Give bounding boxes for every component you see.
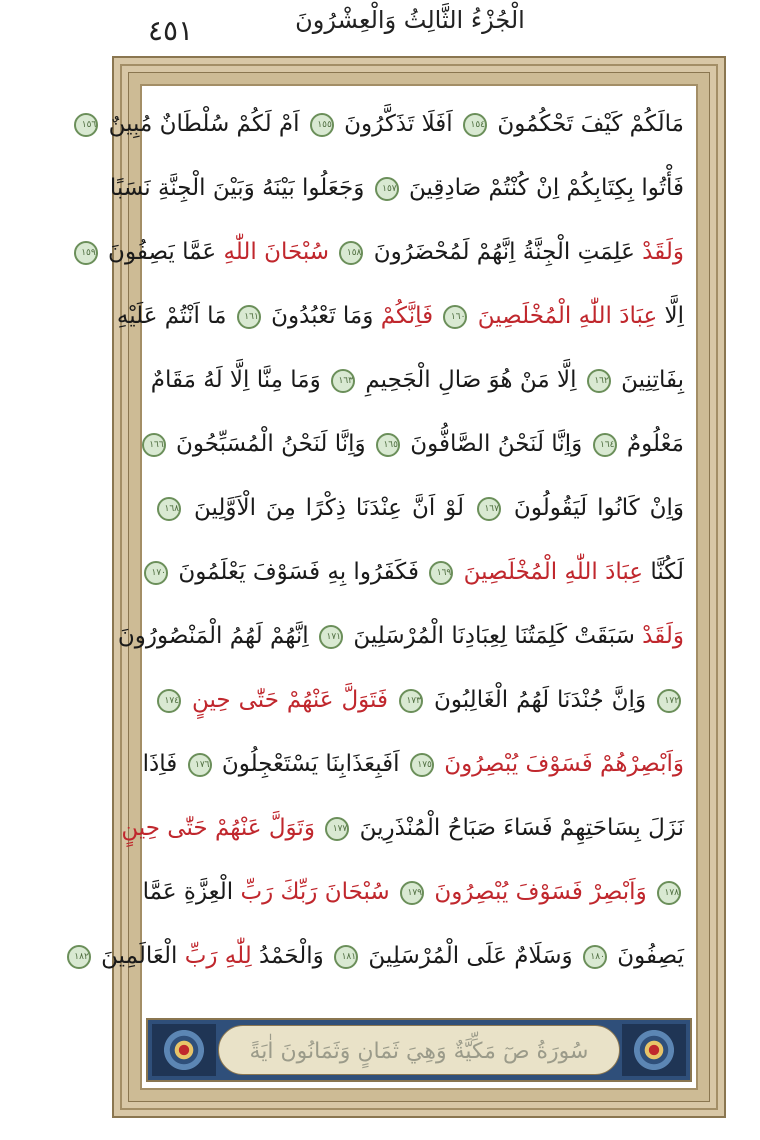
ayah-number-marker: ١٥٥ — [310, 113, 334, 137]
verse-line — [154, 670, 684, 730]
highlighted-text: وَلَقَدْ — [642, 623, 684, 649]
verse-text: اِلَّا مَنْ هُوَ صَالِ الْجَحِيمِ — [365, 367, 577, 393]
ayah-number-marker: ١٥٧ — [375, 177, 399, 201]
ayah-number-marker: ١٧٨ — [657, 881, 681, 905]
ayah-number-marker: ١٨٠ — [583, 945, 607, 969]
verse-text: بِفَاتِنِينَ — [621, 367, 684, 393]
verse-line — [142, 734, 684, 794]
verse-line — [109, 158, 684, 218]
ayah-number-marker: ١٥٨ — [339, 241, 363, 265]
verse-text: اِنَّهُمْ لَهُمُ الْمَنْصُورُونَ — [117, 623, 309, 649]
highlighted-text: سُبْحَانَ رَبِّكَ رَبِّ — [240, 879, 390, 905]
verse-text: وَاِنْ كَانُوا لَيَقُولُونَ — [513, 495, 685, 521]
verse-text: فَأْتُوا بِكِتَابِكُمْ اِنْ كُنْتُمْ صَادِقِينَ — [408, 175, 684, 201]
verse-text: عَمَّا يَصِفُونَ — [108, 239, 217, 265]
ayah-number-marker: ١٧١ — [319, 625, 343, 649]
quran-text-panel — [74, 94, 692, 1006]
surah-banner-plate — [218, 1025, 620, 1075]
ayah-number-marker: ١٧٠ — [144, 561, 168, 585]
verse-text: مَالَكُمْ كَيْفَ تَحْكُمُونَ — [497, 111, 684, 137]
verse-line — [116, 286, 684, 346]
ornament-right-icon — [622, 1024, 686, 1076]
verse-line — [74, 926, 684, 986]
verse-text: وَمَا تَعْبُدُونَ — [271, 303, 374, 329]
ayah-number-marker: ١٥٦ — [74, 113, 98, 137]
highlighted-text: فَاِنَّكُمْ — [380, 303, 434, 329]
ornament-left-icon — [152, 1024, 216, 1076]
ayah-number-marker: ١٧٦ — [188, 753, 212, 777]
ayah-number-marker: ١٨١ — [334, 945, 358, 969]
verse-line — [117, 606, 684, 666]
verse-line — [121, 798, 684, 858]
verse-line — [149, 414, 684, 474]
verse-line — [81, 94, 684, 154]
ayah-number-marker: ١٥٤ — [463, 113, 487, 137]
ayah-number-marker: ١٦٤ — [593, 433, 617, 457]
ayah-number-marker: ١٦٨ — [157, 497, 181, 521]
verse-text: اَفَلَا تَذَكَّرُونَ — [344, 111, 453, 137]
ayah-number-marker: ١٦٩ — [429, 561, 453, 585]
ayah-number-marker: ١٦٣ — [331, 369, 355, 393]
highlighted-text: وَتَوَلَّ عَنْهُمْ حَتّٰى حِينٍ — [121, 815, 315, 841]
verse-text: يَصِفُونَ — [617, 943, 684, 969]
verse-text: وَاِنَّا لَنَحْنُ الْمُسَبِّحُونَ — [176, 431, 366, 457]
verse-text: سَبَقَتْ كَلِمَتُنَا لِعِبَادِنَا الْمُرْسَلِينَ — [353, 623, 635, 649]
ayah-number-marker: ١٧٥ — [410, 753, 434, 777]
verse-text: الْعَالَمِينَ — [101, 943, 178, 969]
ayah-number-marker: ١٦٧ — [477, 497, 501, 521]
ayah-number-marker: ١٧٢ — [657, 689, 681, 713]
verse-text: فَكَفَرُوا بِهِ فَسَوْفَ يَعْلَمُونَ — [178, 559, 419, 585]
ayah-number-marker: ١٦٦ — [142, 433, 166, 457]
surah-title: سُورَةُ صٓ مَكِّيَّةٌ وَهِيَ ثَمَانٍ وَثَمَانُونَ اٰيَةً — [249, 1039, 589, 1064]
verse-text: وَالْحَمْدُ — [259, 943, 324, 969]
ayah-number-marker: ١٧٤ — [157, 689, 181, 713]
ayah-number-marker: ١٦٢ — [587, 369, 611, 393]
verse-text: وَاِنَّا لَنَحْنُ الصَّافُّونَ — [410, 431, 583, 457]
highlighted-text: وَاَبْصِرْ فَسَوْفَ يُبْصِرُونَ — [434, 879, 647, 905]
verse-text: نَزَلَ بِسَاحَتِهِمْ فَسَاءَ صَبَاحُ الْمُنْذَرِينَ — [359, 815, 684, 841]
verse-text: وَسَلَامٌ عَلَى الْمُرْسَلِينَ — [368, 943, 573, 969]
verse-line — [81, 222, 684, 282]
ayah-number-marker: ١٧٧ — [325, 817, 349, 841]
highlighted-text: وَلَقَدْ — [642, 239, 684, 265]
ayah-number-marker: ١٦١ — [237, 305, 261, 329]
page-header — [0, 0, 760, 52]
verse-text: وَمَا مِنَّا اِلَّا لَهُ مَقَامٌ — [150, 367, 321, 393]
verse-text: مَا اَنْتُمْ عَلَيْهِ — [116, 303, 227, 329]
highlighted-text: عِبَادَ اللّٰهِ الْمُخْلَصِينَ — [463, 559, 644, 585]
ayah-number-marker: ١٥٩ — [74, 241, 98, 265]
verse-text: لَوْ اَنَّ عِنْدَنَا ذِكْرًا مِنَ الْاَوَّلِينَ — [193, 495, 465, 521]
verse-line — [154, 478, 684, 538]
verse-text: اَمْ لَكُمْ سُلْطَانٌ مُبِينٌ — [108, 111, 300, 137]
juz-title: الْجُزْءُ الثَّالِثُ وَالْعِشْرُونَ — [295, 6, 525, 34]
verse-text: فَاِذَا — [142, 751, 178, 777]
ayah-number-marker: ١٨٢ — [67, 945, 91, 969]
verse-text: اَفَبِعَذَابِنَا يَسْتَعْجِلُونَ — [221, 751, 400, 777]
verse-line — [151, 542, 684, 602]
verse-line — [142, 862, 684, 922]
highlighted-text: وَاَبْصِرْهُمْ فَسَوْفَ يُبْصِرُونَ — [444, 751, 684, 777]
ayah-number-marker: ١٧٣ — [399, 689, 423, 713]
highlighted-text: فَتَوَلَّ عَنْهُمْ حَتّٰى حِينٍ — [191, 687, 388, 713]
ayah-number-marker: ١٦٠ — [443, 305, 467, 329]
ayah-number-marker: ١٦٥ — [376, 433, 400, 457]
verse-text: اِلَّا — [664, 303, 684, 329]
verse-text: وَاِنَّ جُنْدَنَا لَهُمُ الْغَالِبُونَ — [433, 687, 647, 713]
verse-text: وَجَعَلُوا بَيْنَهُ وَبَيْنَ الْجِنَّةِ نَسَبًا — [109, 175, 365, 201]
verse-line — [150, 350, 684, 410]
highlighted-text: لِلّٰهِ رَبِّ — [184, 943, 252, 969]
ayah-number-marker: ١٧٩ — [400, 881, 424, 905]
surah-banner — [146, 1018, 692, 1082]
verse-text: عَلِمَتِ الْجِنَّةُ اِنَّهُمْ لَمُحْضَرُونَ — [373, 239, 635, 265]
highlighted-text: سُبْحَانَ اللّٰهِ — [223, 239, 330, 265]
highlighted-text: عِبَادَ اللّٰهِ الْمُخْلَصِينَ — [477, 303, 658, 329]
verse-text: مَعْلُومٌ — [626, 431, 684, 457]
verse-text: لَكُنَّا — [650, 559, 684, 585]
page-number: ٤٥١ — [148, 14, 194, 47]
verse-text: الْعِزَّةِ عَمَّا — [142, 879, 234, 905]
